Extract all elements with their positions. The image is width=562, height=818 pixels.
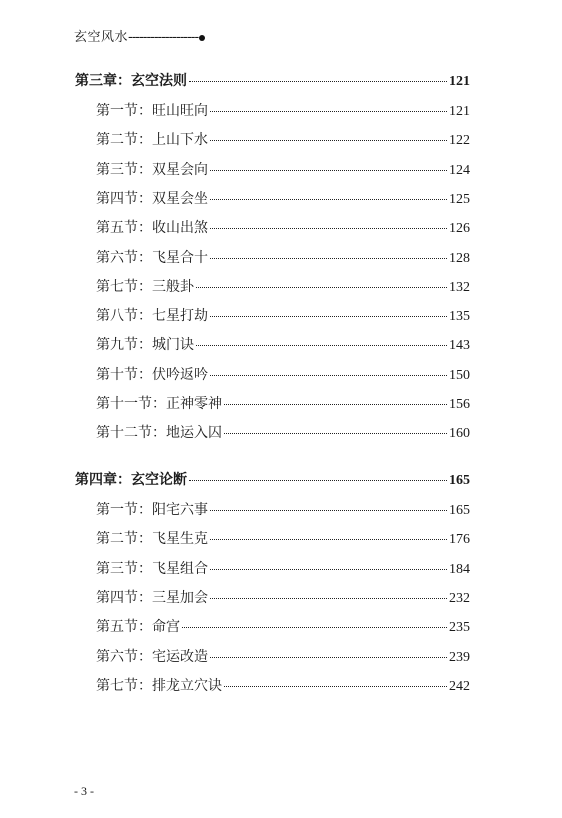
header-dashes: ------------------- (128, 30, 199, 45)
toc-section-entry[interactable] (96, 558, 470, 578)
entry-title: 第三节：飞星组合 (96, 561, 208, 577)
entry-title: 第四章：玄空论断 (75, 472, 187, 488)
toc-section-entry[interactable] (96, 587, 470, 607)
dot-leader (210, 111, 447, 112)
entry-title: 第四节：三星加会 (96, 590, 208, 606)
toc-section-entry[interactable] (96, 675, 470, 695)
dot-leader (189, 81, 447, 82)
dot-leader (210, 657, 447, 658)
dot-leader (224, 433, 447, 434)
dot-leader (182, 627, 447, 628)
entry-page-number: 150 (449, 368, 470, 383)
entry-title: 第三节：双星会向 (96, 162, 208, 178)
entry-page-number: 184 (449, 562, 470, 577)
entry-page-number: 126 (449, 221, 470, 236)
entry-page-number: 135 (449, 309, 470, 324)
toc-section-entry[interactable] (96, 100, 470, 120)
page-number: - 3 - (74, 784, 94, 798)
dot-leader (210, 539, 447, 540)
toc-section-entry[interactable] (96, 305, 470, 325)
entry-page-number: 165 (449, 503, 470, 518)
dot-leader (210, 598, 447, 599)
entry-title: 第三章：玄空法则 (75, 73, 187, 89)
entry-title: 第一节：旺山旺向 (96, 103, 208, 119)
entry-title: 第七节：三般卦 (96, 279, 194, 295)
entry-title: 第四节：双星会坐 (96, 191, 208, 207)
bullet-dot-icon (199, 35, 205, 41)
dot-leader (210, 199, 447, 200)
entry-title: 第七节：排龙立穴诀 (96, 678, 222, 694)
toc-chapter-entry[interactable] (75, 469, 470, 489)
entry-page-number: 235 (449, 620, 470, 635)
entry-page-number: 124 (449, 163, 470, 178)
entry-page-number: 132 (449, 280, 470, 295)
entry-page-number: 156 (449, 397, 470, 412)
entry-page-number: 121 (449, 104, 470, 119)
toc-section-entry[interactable] (96, 217, 470, 237)
toc-section-entry[interactable] (96, 334, 470, 354)
running-header (74, 26, 205, 45)
dot-leader (210, 510, 447, 511)
entry-page-number: 125 (449, 192, 470, 207)
toc-section-entry[interactable] (96, 646, 470, 666)
entry-page-number: 160 (449, 426, 470, 441)
entry-page-number: 239 (449, 650, 470, 665)
entry-title: 第十二节：地运入囚 (96, 425, 222, 441)
entry-title: 第十一节：正神零神 (96, 396, 222, 412)
entry-title: 第二节：飞星生克 (96, 531, 208, 547)
dot-leader (210, 569, 447, 570)
toc-section-entry[interactable] (96, 129, 470, 149)
toc-section-entry[interactable] (96, 276, 470, 296)
entry-page-number: 176 (449, 532, 470, 547)
entry-title: 第一节：阳宅六事 (96, 502, 208, 518)
dot-leader (224, 404, 447, 405)
dot-leader (189, 480, 447, 481)
entry-title: 第六节：宅运改造 (96, 649, 208, 665)
entry-page-number: 143 (449, 338, 470, 353)
toc-section-entry[interactable] (96, 393, 470, 413)
dot-leader (210, 316, 447, 317)
dot-leader (210, 170, 447, 171)
entry-title: 第十节：伏吟返吟 (96, 367, 208, 383)
dot-leader (196, 345, 447, 346)
dot-leader (210, 375, 447, 376)
entry-page-number: 128 (449, 251, 470, 266)
toc-section-entry[interactable] (96, 528, 470, 548)
entry-page-number: 121 (449, 74, 470, 89)
header-title: 玄空风水 (74, 30, 129, 45)
entry-page-number: 232 (449, 591, 470, 606)
entry-title: 第二节：上山下水 (96, 132, 208, 148)
toc-section-entry[interactable] (96, 499, 470, 519)
entry-title: 第九节：城门诀 (96, 337, 194, 353)
dot-leader (196, 287, 447, 288)
toc-chapter-entry[interactable] (75, 70, 470, 90)
toc-section-entry[interactable] (96, 247, 470, 267)
entry-title: 第五节：收山出煞 (96, 220, 208, 236)
entry-page-number: 242 (449, 679, 470, 694)
entry-title: 第八节：七星打劫 (96, 308, 208, 324)
toc-section-entry[interactable] (96, 159, 470, 179)
dot-leader (224, 686, 447, 687)
entry-title: 第五节：命宫 (96, 619, 180, 635)
dot-leader (210, 140, 447, 141)
toc-section-entry[interactable] (96, 188, 470, 208)
entry-title: 第六节：飞星合十 (96, 250, 208, 266)
dot-leader (210, 258, 447, 259)
entry-page-number: 165 (449, 473, 470, 488)
toc-section-entry[interactable] (96, 422, 470, 442)
toc-section-entry[interactable] (96, 364, 470, 384)
entry-page-number: 122 (449, 133, 470, 148)
toc-section-entry[interactable] (96, 616, 470, 636)
dot-leader (210, 228, 447, 229)
